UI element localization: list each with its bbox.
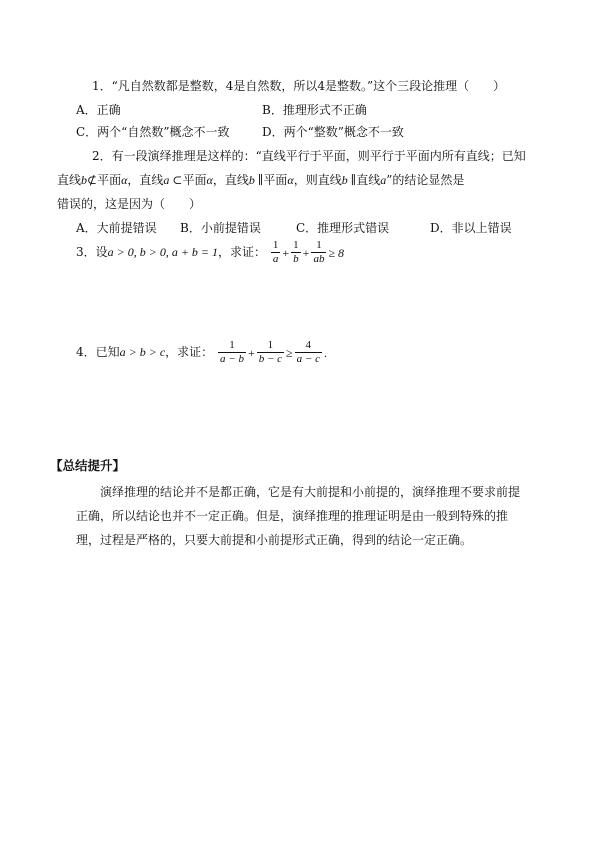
question-2-line-2: 直线b⊄平面α，直线a ⊂平面α，直线b ∥平面α，则直线b ∥直线a”的结论显然是 <box>57 173 465 187</box>
question-3-condition: a > 0, b > 0, a + b = 1 <box>107 245 219 259</box>
question-1-option-b: B．推理形式不正确 <box>262 103 367 117</box>
question-2-line-1: 2．有一段演绎推理是这样的：“直线平行于平面，则平行于平面内所有直线；已知 <box>92 149 526 163</box>
question-2-option-c: C．推理形式错误 <box>296 221 390 235</box>
question-2-option-a: A．大前提错误 <box>76 221 157 235</box>
question-1-option-c: C．两个“自然数”概念不一致 <box>76 125 230 139</box>
fraction-1-over-a-minus-b: $\frac{1}{a - b}$ <box>220 339 244 365</box>
question-1-stem: 1．“凡自然数都是整数，4是自然数，所以4是整数。”这个三段论推理（ ） <box>92 79 506 93</box>
fraction-4-over-a-minus-c: $\frac{4}{a - c}$ <box>296 339 320 365</box>
fraction-1-over-b: $\frac{1}{b}$ <box>293 239 299 265</box>
question-4: 4．已知a > b > c，求证： $\frac{1}{a - b}$ + $\frac{1}{b - c}$ ≥ $\frac{4}{a - c}$ . <box>76 339 327 365</box>
summary-paragraph: 演绎推理的结论并不是都正确，它是有大前提和小前提的，演绎推理不要求前提正确，所以结论也并不一定正确。但是，演绎推理的推理证明是由一般到特殊的推理，过程是严格的，只要大前提和小前提形式正确，得到的结论一定正确。 <box>76 485 521 547</box>
question-2-line-3: 错误的，这是因为（ ） <box>57 197 202 211</box>
summary-heading: 【总结提升】 <box>50 458 126 473</box>
fraction-1-over-a: $\frac{1}{a}$ <box>272 239 279 265</box>
question-3: 3．设a > 0, b > 0, a + b = 1，求证： $\frac{1}{a}$ + $\frac{1}{b}$ + $\frac{1}{ab}$ ≥ 8 <box>76 239 345 265</box>
fraction-1-over-ab: $\frac{1}{ab}$ <box>313 239 325 265</box>
fraction-1-over-b-minus-c: $\frac{1}{b - c}$ <box>258 339 283 365</box>
question-2-option-b: B．小前提错误 <box>180 221 261 235</box>
question-4-condition: a > b > c <box>119 345 166 359</box>
question-1-option-d: D．两个“整数”概念不一致 <box>262 125 404 139</box>
question-1-option-a: A．正确 <box>76 103 121 117</box>
question-2-option-d: D．非以上错误 <box>430 221 512 235</box>
